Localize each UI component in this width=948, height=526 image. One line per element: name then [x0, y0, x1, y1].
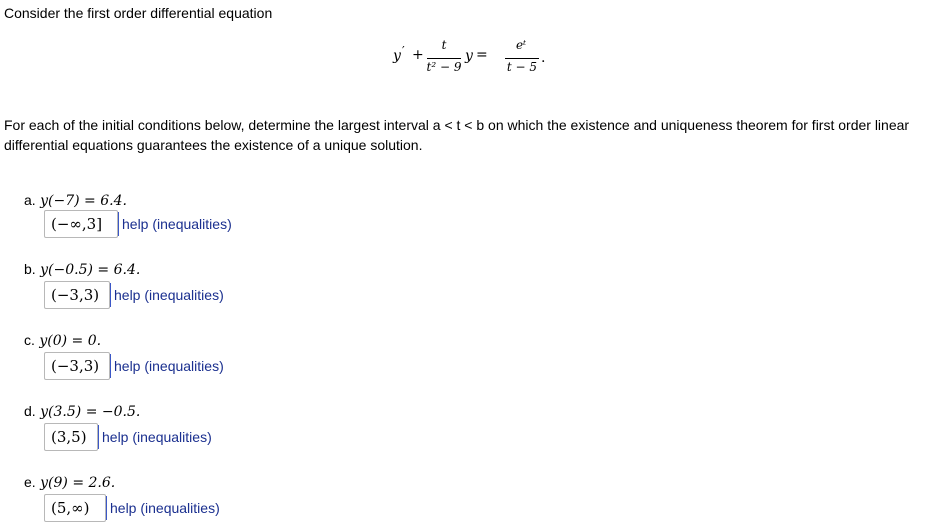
eq-plus: +: [412, 47, 424, 63]
eq-frac1-num: t: [441, 38, 447, 52]
help-link-b[interactable]: help (inequalities): [114, 287, 224, 303]
question-b: [24, 259, 140, 279]
question-condition: y(9) = 2.6.: [40, 475, 116, 491]
question-c: [24, 330, 101, 350]
help-separator: [98, 425, 99, 449]
answer-input-b[interactable]: (−3,3): [44, 281, 110, 309]
help-separator: [110, 354, 111, 378]
question-label: d.: [24, 403, 36, 419]
eq-frac1-den: t² − 9: [426, 60, 462, 74]
eq-prime: ′: [402, 44, 405, 58]
question-condition: y(0) = 0.: [39, 333, 102, 349]
question-label: a.: [24, 192, 36, 208]
eq-period: .: [541, 50, 546, 66]
help-link-d[interactable]: help (inequalities): [102, 429, 212, 445]
eq-y2: y: [465, 48, 473, 64]
eq-frac1-bar: [427, 58, 461, 59]
help-link-a[interactable]: help (inequalities): [122, 216, 232, 232]
question-label: b.: [24, 261, 36, 277]
question-condition: y(−7) = 6.4.: [40, 193, 127, 209]
question-e: [24, 472, 115, 492]
intro-text: Consider the first order differential equation: [4, 5, 273, 21]
question-label: c.: [24, 332, 35, 348]
answer-input-d[interactable]: (3,5): [44, 423, 98, 451]
help-separator: [110, 283, 111, 307]
answer-input-c[interactable]: (−3,3): [44, 352, 110, 380]
question-condition: y(3.5) = −0.5.: [40, 404, 141, 420]
answer-input-a[interactable]: (−∞,3]: [44, 210, 118, 238]
eq-equals: =: [476, 47, 488, 63]
question-label: e.: [24, 474, 36, 490]
help-separator: [106, 496, 107, 520]
eq-frac2-den: t − 5: [506, 60, 538, 74]
answer-input-e[interactable]: (5,∞): [44, 494, 106, 522]
eq-frac2-num: eᵗ: [515, 38, 527, 52]
eq-frac2-bar: [505, 58, 539, 59]
question-condition: y(−0.5) = 6.4.: [40, 262, 141, 278]
help-link-e[interactable]: help (inequalities): [110, 500, 220, 516]
instruction-text: For each of the initial conditions below, determine the largest interval a < t < b on which the existence and uniqueness theorem for first order linear differential equations guarantees the existence of a unique solution.: [4, 117, 910, 153]
question-d: [24, 401, 140, 421]
help-link-c[interactable]: help (inequalities): [114, 358, 224, 374]
question-a: [24, 190, 127, 210]
eq-y: y: [393, 48, 401, 64]
help-separator: [118, 212, 119, 236]
